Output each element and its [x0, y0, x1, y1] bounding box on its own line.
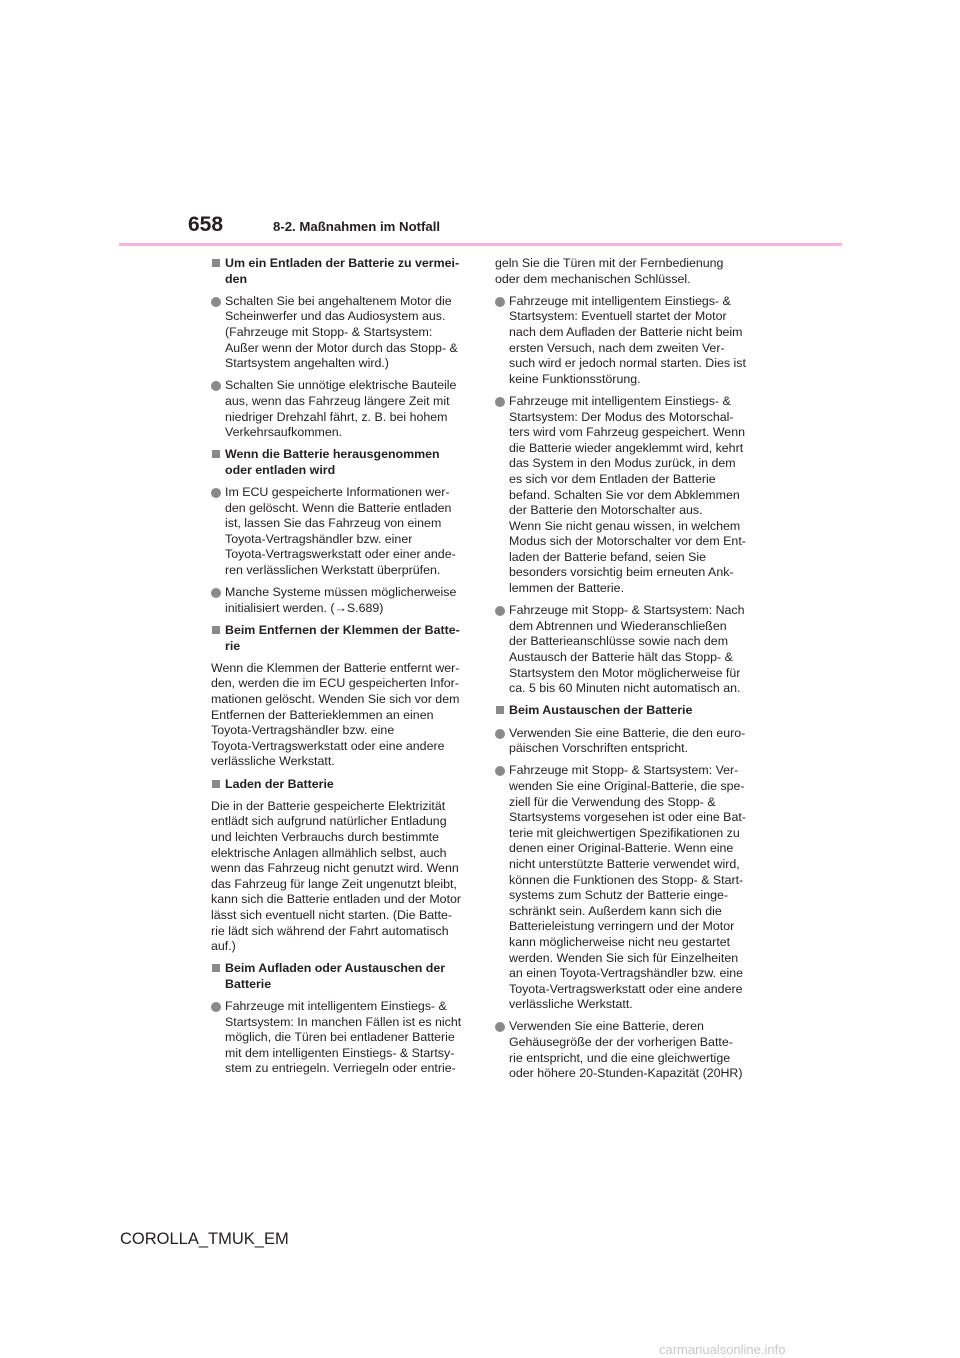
text-line: Um ein Entladen der Batterie zu vermei- — [225, 256, 460, 270]
page-number: 658 — [188, 213, 224, 236]
text-line: wenn das Fahrzeug nicht genutzt wird. Wenn — [211, 861, 459, 876]
text-line: nicht unterstützte Batterie verwendet wird, — [509, 856, 740, 871]
text-line: Toyota-Vertragswerkstatt oder einer ande- — [225, 547, 456, 562]
square-bullet-icon — [212, 259, 220, 267]
text-line: keine Funktionsstörung. — [509, 371, 641, 386]
text-line: elektrische Anlagen allmählich selbst, auch — [211, 845, 447, 860]
text-line: denen einer Original-Batterie. Wenn eine — [509, 841, 734, 856]
text-line: besonders vorsichtig beim erneuten Ank- — [509, 565, 734, 580]
text-line: rie — [225, 638, 241, 653]
text-line: (Fahrzeuge mit Stopp- & Startsystem: — [225, 324, 433, 339]
text-line: Fahrzeuge mit Stopp- & Startsystem: Nach — [509, 603, 745, 618]
text-line: möglich, die Türen bei entladener Batterie — [225, 1030, 455, 1045]
text-line: aus, wenn das Fahrzeug längere Zeit mit — [225, 393, 450, 408]
square-bullet-icon — [212, 450, 220, 458]
bullet-item — [495, 763, 758, 1013]
section-title: 8-2. Maßnahmen im Notfall — [273, 219, 441, 234]
text-line: der Batterieanschlüsse sowie nach dem — [509, 634, 729, 649]
text-line: Gehäusegröße der der vorherigen Batte- — [509, 1035, 733, 1050]
bullet-item — [495, 603, 758, 697]
text-line: auf.) — [211, 939, 236, 954]
bullet-item — [495, 1019, 758, 1081]
circle-bullet-icon — [211, 297, 221, 307]
text-line: es sich vor dem Entladen der Batterie — [509, 471, 716, 486]
text-line: rie lädt sich während der Fahrt automatisch — [211, 923, 449, 938]
text-line: Im ECU gespeicherte Informationen wer- — [225, 485, 450, 500]
text-line: Startsystems vorgesehen ist oder eine Bat- — [509, 810, 746, 825]
text-line: Die in der Batterie gespeicherte Elektrizität — [211, 798, 446, 813]
bullet-item — [211, 378, 474, 440]
document-code: COROLLA_TMUK_EM — [120, 1230, 289, 1248]
text-line: Manche Systeme müssen möglicherweise — [225, 585, 457, 600]
circle-bullet-icon — [495, 729, 505, 739]
text-line: die Batterie wieder angeklemmt wird, kehrt — [509, 440, 744, 455]
text-line: Verwenden Sie eine Batterie, die den euro- — [509, 725, 746, 740]
text-line: werden. Wenden Sie sich für Einzelheiten — [509, 950, 739, 965]
text-line: mit dem intelligenten Einstiegs- & Startsy- — [225, 1045, 455, 1060]
left-column — [211, 256, 474, 1084]
text-line: niedriger Drehzahl fährt, z. B. bei hohem — [225, 409, 448, 424]
text-line: den, werden die im ECU gespeicherten Infor- — [211, 676, 459, 691]
text-line: Verwenden Sie eine Batterie, deren — [509, 1019, 704, 1034]
square-bullet-icon — [212, 780, 220, 788]
text-line: ren verlässlichen Werkstatt überprüfen. — [225, 563, 441, 578]
bullet-item — [211, 294, 474, 372]
bullet-item — [495, 294, 758, 388]
text-line: Toyota-Vertragswerkstatt oder eine andere — [509, 981, 743, 996]
text-line: oder entladen wird — [225, 462, 336, 477]
text-line: verlässliche Werkstatt. — [509, 997, 633, 1012]
text-line: Toyota-Vertragshändler bzw. eine — [211, 723, 395, 738]
text-line: Schalten Sie unnötige elektrische Bauteile — [225, 378, 457, 393]
text-line: oder höhere 20-Stunden-Kapazität (20HR) — [509, 1066, 743, 1081]
text-line: mationen gelöscht. Wenden Sie sich vor dem — [211, 692, 460, 706]
text-line: laden der Batterie befand, seien Sie — [509, 549, 707, 564]
text-line: ersten Versuch, nach dem zweiten Ver- — [509, 340, 725, 355]
text-line: systems zum Schutz der Batterie einge- — [509, 888, 728, 903]
text-line: oder dem mechanischen Schlüssel. — [495, 271, 691, 286]
section-heading — [495, 703, 758, 719]
text-line: entlädt sich aufgrund natürlicher Entladung — [211, 814, 447, 829]
text-line: Toyota-Vertragswerkstatt oder eine andere — [211, 738, 445, 753]
watermark: carmanualsonline.info — [659, 1342, 786, 1357]
circle-bullet-icon — [211, 1002, 221, 1012]
text-line: Wenn die Klemmen der Batterie entfernt wer- — [211, 660, 460, 675]
text-line: nach dem Aufladen der Batterie nicht beim — [509, 324, 743, 339]
text-line: terie mit gleichwertigen Spezifikationen zu — [509, 825, 740, 840]
section-heading — [211, 777, 474, 793]
text-line: Verkehrsaufkommen. — [225, 425, 343, 440]
text-line: Batterieleistung verringern und der Motor — [509, 919, 735, 934]
text-line: das System in den Modus zurück, in dem — [509, 456, 736, 471]
header-divider — [119, 243, 842, 246]
text-line: an einen Toyota-Vertragshändler bzw. eine — [509, 966, 743, 981]
text-line: ca. 5 bis 60 Minuten nicht automatisch an. — [509, 681, 741, 696]
text-line: Wenn die Batterie herausgenommen — [225, 447, 440, 462]
text-line: Beim Austauschen der Batterie — [509, 703, 693, 718]
right-column — [495, 256, 758, 1088]
text-line: der Batterie den Motorschalter aus. — [509, 503, 703, 518]
text-line: Austausch der Batterie hält das Stopp- & — [509, 650, 733, 665]
text-line: ziell für die Verwendung des Stopp- & — [509, 794, 716, 809]
text-line: Beim Aufladen oder Austauschen der — [225, 961, 446, 976]
text-line: lemmen der Batterie. — [509, 581, 625, 596]
paragraph — [211, 799, 474, 955]
text-line: den gelöscht. Wenn die Batterie entladen — [225, 500, 452, 515]
text-line: Startsystem: Der Modus des Motorschal- — [509, 409, 734, 424]
section-heading — [211, 256, 474, 287]
text-line: Toyota-Vertragshändler bzw. einer — [225, 531, 413, 546]
text-line: geln Sie die Türen mit der Fernbedienung — [495, 256, 724, 270]
text-line: und leichten Verbrauchs durch bestimmte — [211, 829, 439, 844]
text-line: Fahrzeuge mit intelligentem Einstiegs- & — [509, 293, 731, 308]
circle-bullet-icon — [495, 1022, 505, 1032]
text-line: Außer wenn der Motor durch das Stopp- & — [225, 340, 458, 355]
circle-bullet-icon — [211, 588, 221, 598]
text-line: ist, lassen Sie das Fahrzeug von einem — [225, 516, 442, 531]
square-bullet-icon — [212, 626, 220, 634]
bullet-item — [211, 585, 474, 616]
text-line: kann sich die Batterie entladen und der Motor — [211, 892, 462, 907]
text-line: Modus sich der Motorschalter vor dem Ent- — [509, 534, 746, 549]
text-line: such wird er jedoch normal starten. Dies ist — [509, 356, 746, 371]
text-line: Batterie — [225, 976, 272, 991]
square-bullet-icon — [212, 964, 220, 972]
text-line: können die Funktionen des Stopp- & Start- — [509, 872, 744, 887]
text-line: Beim Entfernen der Klemmen der Batte- — [225, 623, 460, 638]
bullet-item — [495, 394, 758, 597]
bullet-item — [495, 726, 758, 757]
text-line: befand. Schalten Sie vor dem Abklemmen — [509, 487, 740, 502]
text-line: wenden Sie eine Original-Batterie, die spe- — [509, 778, 745, 793]
section-heading — [211, 623, 474, 654]
circle-bullet-icon — [495, 606, 505, 616]
circle-bullet-icon — [211, 381, 221, 391]
text-line: Scheinwerfer und das Audiosystem aus. — [225, 309, 446, 324]
paragraph — [211, 661, 474, 770]
text-line: initialisiert werden. (→S.689) — [225, 600, 384, 615]
text-line: Startsystem angehalten wird.) — [225, 356, 389, 371]
circle-bullet-icon — [495, 297, 505, 307]
text-line: Startsystem: Eventuell startet der Motor — [509, 309, 727, 324]
text-line: Fahrzeuge mit intelligentem Einstiegs- & — [509, 393, 731, 408]
text-line: verlässliche Werkstatt. — [211, 754, 335, 769]
text-line: Wenn Sie nicht genau wissen, in welchem — [509, 518, 741, 533]
text-line: kann möglicherweise nicht neu gestartet — [509, 934, 731, 949]
section-heading — [211, 961, 474, 992]
text-line: Startsystem den Motor möglicherweise für — [509, 665, 741, 680]
text-line: dem Abtrennen und Wiederanschließen — [509, 618, 727, 633]
text-line: lässt sich eventuell nicht starten. (Die Batte- — [211, 907, 453, 922]
text-line: den — [225, 271, 248, 286]
text-line: Startsystem: In manchen Fällen ist es nicht — [225, 1014, 462, 1029]
text-line: päischen Vorschriften entspricht. — [509, 741, 689, 756]
square-bullet-icon — [496, 706, 504, 714]
text-line: Fahrzeuge mit Stopp- & Startsystem: Ver- — [509, 763, 739, 778]
bullet-item — [211, 485, 474, 579]
text-line: Laden der Batterie — [225, 776, 334, 791]
paragraph — [495, 256, 758, 287]
text-line: rie entspricht, und die eine gleichwertige — [509, 1050, 731, 1065]
bullet-item — [211, 999, 474, 1077]
circle-bullet-icon — [211, 488, 221, 498]
circle-bullet-icon — [495, 766, 505, 776]
text-line: stem zu entriegeln. Verriegeln oder entrie- — [225, 1061, 456, 1076]
text-line: Schalten Sie bei angehaltenem Motor die — [225, 293, 452, 308]
text-line: das Fahrzeug für lange Zeit ungenutzt bleibt, — [211, 876, 457, 891]
text-line: ters wird vom Fahrzeug gespeichert. Wenn — [509, 425, 745, 440]
text-line: Fahrzeuge mit intelligentem Einstiegs- & — [225, 999, 447, 1014]
circle-bullet-icon — [495, 397, 505, 407]
text-line: schränkt sein. Außerdem kann sich die — [509, 903, 722, 918]
text-line: Entfernen der Batterieklemmen an einen — [211, 707, 434, 722]
section-heading — [211, 447, 474, 478]
